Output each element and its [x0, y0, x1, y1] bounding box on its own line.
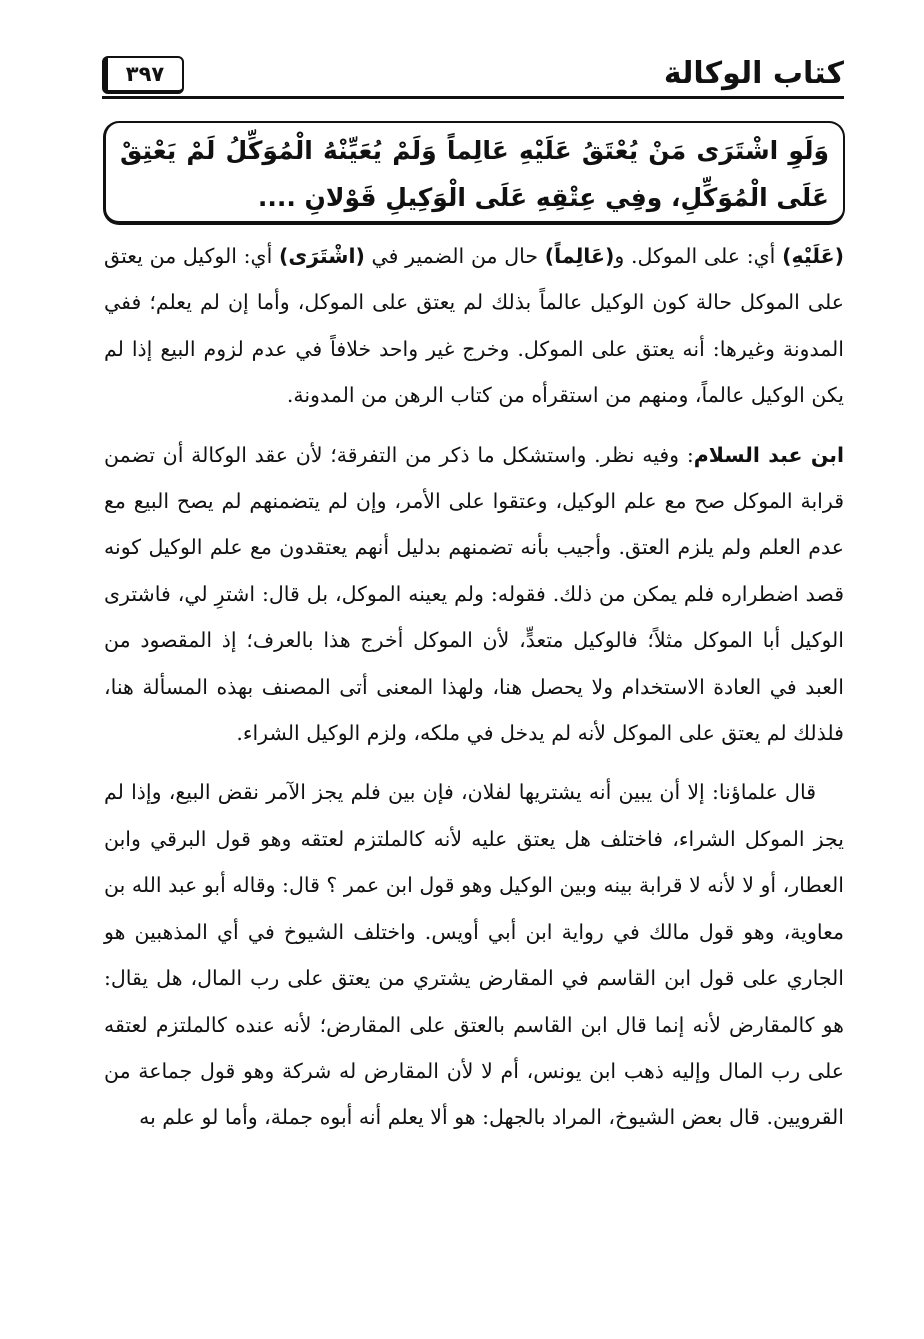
paragraph-text: قال علماؤنا: إلا أن يبين أنه يشتريها لفلان، فإن بين فلم يجز الآمر نقض البيع، وإذا لم يجز الموكل الشراء، فاختلف هل يعتق عليه لأنه كالملتزم لعتقه وهو قول البرقي وابن العطار، أو لا لأنه لا قرابة بينه وبين الوكيل وهو قول ابن عمر ؟ قال: وقاله أبو عبد الله بن معاوية، وهو قول مالك في رواية ابن أبي أويس. واختلف الشيوخ في أي المذهبين هو الجاري على قول ابن القاسم في المقارض يشتري من يعتق على رب المال، هل يقال: هو كالمقارض لأنه إنما قال ابن القاسم بالعتق على المقارض؛ لأنه عنده كالملتزم لعتقه على رب المال وإليه ذهب ابن يونس، أم لا لأن المقارض له شركة وهو قول جماعة من القرويين. قال بعض الشيوخ، المراد بالجهل: هو ألا يعلم أنه أبوه جملة، وأما لو علم به: [104, 780, 844, 1130]
matn-text: وَلَوِ اشْتَرَى مَنْ يُعْتَقُ عَلَيْهِ عَالِماً وَلَمْ يُعَيِّنْهُ الْمُوَكِّلُ لَمْ يَعْتِقْ عَلَى الْمُوَكِّلِ، وفِي عِتْقِهِ عَلَى الْوَكِيلِ قَوْلانِ ....: [120, 136, 829, 212]
scholar-name: ابن عبد السلام: [693, 442, 845, 467]
paragraph-text: : وفيه نظر. واستشكل ما ذكر من التفرقة؛ لأن عقد الوكالة أن تضمن قرابة الموكل صح مع علم الوكيل، وعتقوا على الأمر، وإن لم يتضمنهم لم يصح البيع مع عدم العلم ولم يلزم العتق. وأجيب بأنه تضمنهم بدليل أنهم يعتقدون مع علم الوكيل كونه قصد اضطراره فلم يمكن من ذلك. فقوله: ولم يعينه الموكل، بل قال: اشترِ لي، فاشترى الوكيل أبا الموكل مثلاً؛ فالوكيل متعدٍّ، لأن الموكل أخرج هذا بالعرف؛ إذ المقصود من العبد في العادة الاستخدام ولا يحصل هنا، ولهذا المعنى أتى المصنف بهذه المسألة هنا، فلذلك لم يعتق على الموكل لأنه لم يدخل في ملكه، ولزم الوكيل الشراء.: [104, 442, 844, 746]
paragraph-text: أي: الوكيل من يعتق على الموكل حالة كون الوكيل عالماً بذلك لم يعتق على الموكل، وأما إن لم يعلم؛ ففي المدونة وغيرها: أنه يعتق على الموكل. وخرج غير واحد خلافاً في عدم لزوم البيع إذا لم يكن الوكيل عالماً، ومنهم من استقرأه من كتاب الرهن من المدونة.: [104, 244, 844, 408]
paragraph: [104, 432, 844, 757]
paragraph: [104, 769, 844, 1140]
paragraph-text: حال من الضمير في: [364, 244, 545, 268]
quoted-term: (عَالِماً): [544, 244, 615, 268]
commentary-body: [104, 233, 844, 1141]
page-number: ٣٩٧: [125, 62, 165, 86]
paragraph-text: أي: على الموكل. و: [614, 244, 783, 268]
quoted-term: (عَلَيْهِ): [782, 244, 845, 268]
header-rule: [102, 96, 844, 99]
page-header: [100, 50, 844, 102]
paragraph: [104, 233, 844, 419]
quoted-term: (اشْتَرَى): [279, 244, 365, 268]
page-number-box: [102, 56, 184, 94]
book-title: كتاب الوكالة: [663, 56, 844, 91]
matn-box: [103, 121, 845, 225]
